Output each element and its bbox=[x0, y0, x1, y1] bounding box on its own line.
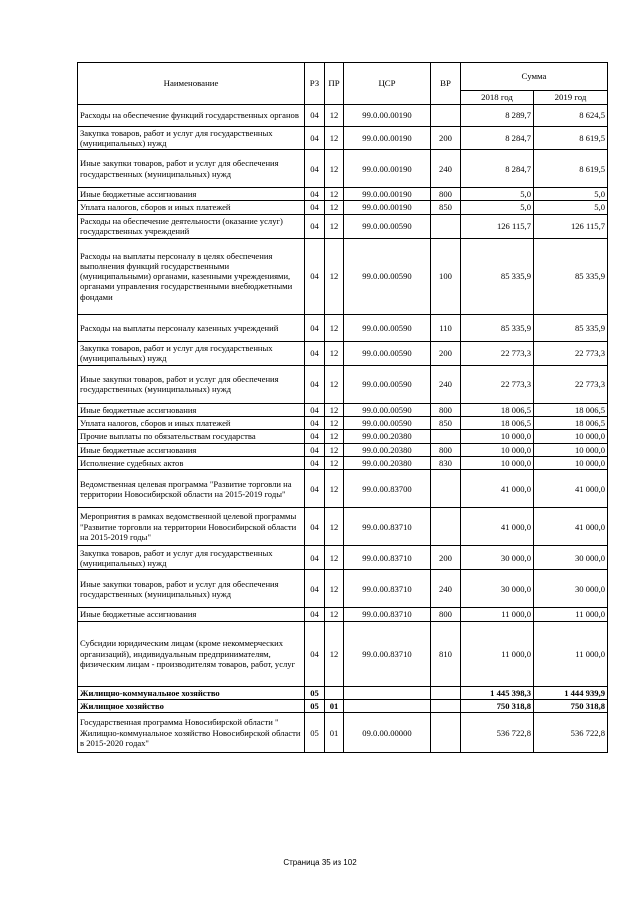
cell-vr: 110 bbox=[431, 314, 461, 341]
cell-vr bbox=[431, 470, 461, 508]
cell-2019: 750 318,8 bbox=[534, 699, 608, 712]
cell-csr: 99.0.00.00590 bbox=[344, 314, 431, 341]
cell-vr: 850 bbox=[431, 201, 461, 214]
cell-name: Закупка товаров, работ и услуг для государственных (муниципальных) нужд bbox=[78, 341, 305, 365]
cell-2018: 8 289,7 bbox=[461, 104, 534, 126]
cell-2019: 10 000,0 bbox=[534, 430, 608, 443]
cell-csr: 09.0.00.00000 bbox=[344, 713, 431, 753]
table-row bbox=[78, 713, 608, 753]
header-year-2018: 2018 год bbox=[461, 91, 534, 105]
cell-2019: 10 000,0 bbox=[534, 457, 608, 470]
cell-vr bbox=[431, 508, 461, 546]
cell-2018: 126 115,7 bbox=[461, 214, 534, 238]
cell-name: Уплата налогов, сборов и иных платежей bbox=[78, 201, 305, 214]
cell-name: Расходы на обеспечение деятельности (оказание услуг) государственных учреждений bbox=[78, 214, 305, 238]
cell-pr: 12 bbox=[325, 150, 344, 188]
cell-rz: 04 bbox=[305, 546, 325, 570]
table-row bbox=[78, 403, 608, 416]
cell-name: Расходы на выплаты персоналу казенных учреждений bbox=[78, 314, 305, 341]
cell-2018: 30 000,0 bbox=[461, 570, 534, 608]
cell-csr: 99.0.00.00590 bbox=[344, 417, 431, 430]
cell-name: Иные закупки товаров, работ и услуг для обеспечения государственных (муниципальных) нужд bbox=[78, 570, 305, 608]
cell-csr: 99.0.00.83710 bbox=[344, 570, 431, 608]
cell-name: Государственная программа Новосибирской области " Жилищно-коммунальное хозяйство Новосибирской области в 2015-2020 годах" bbox=[78, 713, 305, 753]
cell-rz: 04 bbox=[305, 188, 325, 201]
cell-csr: 99.0.00.00590 bbox=[344, 238, 431, 314]
cell-pr: 12 bbox=[325, 104, 344, 126]
cell-csr: 99.0.00.00190 bbox=[344, 104, 431, 126]
cell-2018: 10 000,0 bbox=[461, 443, 534, 456]
cell-csr: 99.0.00.00190 bbox=[344, 201, 431, 214]
cell-vr: 810 bbox=[431, 621, 461, 686]
cell-rz: 04 bbox=[305, 104, 325, 126]
cell-pr: 12 bbox=[325, 188, 344, 201]
cell-pr: 12 bbox=[325, 201, 344, 214]
cell-vr: 240 bbox=[431, 150, 461, 188]
cell-rz: 05 bbox=[305, 686, 325, 699]
cell-csr: 99.0.00.00590 bbox=[344, 403, 431, 416]
cell-rz: 04 bbox=[305, 417, 325, 430]
cell-pr: 12 bbox=[325, 417, 344, 430]
cell-pr: 12 bbox=[325, 341, 344, 365]
cell-vr bbox=[431, 699, 461, 712]
cell-rz: 04 bbox=[305, 341, 325, 365]
cell-name: Субсидии юридическим лицам (кроме некоммерческих организаций), индивидуальным предпринимателям, физическим лицам - производителям товаров, работ, услуг bbox=[78, 621, 305, 686]
cell-csr: 99.0.00.00590 bbox=[344, 365, 431, 403]
cell-csr: 99.0.00.83710 bbox=[344, 546, 431, 570]
cell-csr: 99.0.00.00190 bbox=[344, 126, 431, 150]
cell-rz: 04 bbox=[305, 457, 325, 470]
cell-rz: 04 bbox=[305, 214, 325, 238]
cell-2019: 126 115,7 bbox=[534, 214, 608, 238]
cell-csr bbox=[344, 686, 431, 699]
table-row bbox=[78, 430, 608, 443]
cell-vr: 200 bbox=[431, 546, 461, 570]
cell-rz: 04 bbox=[305, 470, 325, 508]
cell-rz: 04 bbox=[305, 126, 325, 150]
cell-2019: 18 006,5 bbox=[534, 417, 608, 430]
cell-rz: 04 bbox=[305, 621, 325, 686]
table-row bbox=[78, 365, 608, 403]
cell-name: Расходы на выплаты персоналу в целях обеспечения выполнения функций государственными (муниципальными) органами, казенными учреждениями, органами управления государственными внебюджетными фондами bbox=[78, 238, 305, 314]
cell-name: Иные закупки товаров, работ и услуг для обеспечения государственных (муниципальных) нужд bbox=[78, 365, 305, 403]
cell-2018: 18 006,5 bbox=[461, 403, 534, 416]
cell-2018: 750 318,8 bbox=[461, 699, 534, 712]
cell-pr bbox=[325, 686, 344, 699]
header-sum: Сумма bbox=[461, 63, 608, 91]
cell-2018: 85 335,9 bbox=[461, 314, 534, 341]
table-row bbox=[78, 314, 608, 341]
cell-rz: 05 bbox=[305, 713, 325, 753]
cell-2018: 41 000,0 bbox=[461, 508, 534, 546]
cell-name: Иные бюджетные ассигнования bbox=[78, 443, 305, 456]
cell-2019: 18 006,5 bbox=[534, 403, 608, 416]
table-row bbox=[78, 686, 608, 699]
table-row bbox=[78, 546, 608, 570]
cell-rz: 04 bbox=[305, 365, 325, 403]
cell-name: Иные бюджетные ассигнования bbox=[78, 403, 305, 416]
header-year-2019: 2019 год bbox=[534, 91, 608, 105]
cell-2018: 41 000,0 bbox=[461, 470, 534, 508]
cell-vr bbox=[431, 686, 461, 699]
cell-name: Мероприятия в рамках ведомственной целевой программы "Развитие торговли на территории Новосибирской области на 2015-2019 годы" bbox=[78, 508, 305, 546]
cell-vr bbox=[431, 713, 461, 753]
cell-2019: 30 000,0 bbox=[534, 546, 608, 570]
cell-name: Уплата налогов, сборов и иных платежей bbox=[78, 417, 305, 430]
table-row bbox=[78, 570, 608, 608]
cell-csr: 99.0.00.20380 bbox=[344, 430, 431, 443]
cell-2018: 11 000,0 bbox=[461, 608, 534, 621]
cell-2019: 11 000,0 bbox=[534, 621, 608, 686]
cell-name: Иные закупки товаров, работ и услуг для обеспечения государственных (муниципальных) нужд bbox=[78, 150, 305, 188]
header-vr: ВР bbox=[431, 63, 461, 105]
header-rz: РЗ bbox=[305, 63, 325, 105]
cell-pr: 12 bbox=[325, 508, 344, 546]
cell-name: Расходы на обеспечение функций государственных органов bbox=[78, 104, 305, 126]
cell-csr: 99.0.00.20380 bbox=[344, 443, 431, 456]
cell-2018: 536 722,8 bbox=[461, 713, 534, 753]
cell-csr: 99.0.00.00590 bbox=[344, 341, 431, 365]
cell-2019: 41 000,0 bbox=[534, 470, 608, 508]
cell-2018: 5,0 bbox=[461, 201, 534, 214]
cell-2019: 1 444 939,9 bbox=[534, 686, 608, 699]
cell-vr: 830 bbox=[431, 457, 461, 470]
cell-vr bbox=[431, 430, 461, 443]
cell-pr: 12 bbox=[325, 621, 344, 686]
cell-rz: 04 bbox=[305, 238, 325, 314]
cell-2019: 8 619,5 bbox=[534, 126, 608, 150]
cell-pr: 12 bbox=[325, 546, 344, 570]
page-footer: Страница 35 из 102 bbox=[283, 858, 357, 867]
cell-csr bbox=[344, 699, 431, 712]
table-row bbox=[78, 621, 608, 686]
cell-pr: 01 bbox=[325, 699, 344, 712]
cell-2019: 5,0 bbox=[534, 201, 608, 214]
cell-pr: 12 bbox=[325, 570, 344, 608]
cell-csr: 99.0.00.83700 bbox=[344, 470, 431, 508]
cell-pr: 12 bbox=[325, 470, 344, 508]
cell-name: Закупка товаров, работ и услуг для государственных (муниципальных) нужд bbox=[78, 546, 305, 570]
cell-2019: 8 619,5 bbox=[534, 150, 608, 188]
cell-vr: 200 bbox=[431, 126, 461, 150]
cell-pr: 12 bbox=[325, 457, 344, 470]
table-row bbox=[78, 150, 608, 188]
cell-rz: 04 bbox=[305, 314, 325, 341]
cell-2019: 22 773,3 bbox=[534, 365, 608, 403]
cell-2018: 22 773,3 bbox=[461, 365, 534, 403]
cell-2019: 30 000,0 bbox=[534, 570, 608, 608]
cell-name: Жилищное хозяйство bbox=[78, 699, 305, 712]
cell-2018: 10 000,0 bbox=[461, 430, 534, 443]
table-row bbox=[78, 508, 608, 546]
table-row bbox=[78, 699, 608, 712]
cell-name: Закупка товаров, работ и услуг для государственных (муниципальных) нужд bbox=[78, 126, 305, 150]
table-row bbox=[78, 470, 608, 508]
cell-vr: 200 bbox=[431, 341, 461, 365]
table-row bbox=[78, 457, 608, 470]
cell-2018: 22 773,3 bbox=[461, 341, 534, 365]
cell-vr bbox=[431, 214, 461, 238]
cell-vr bbox=[431, 104, 461, 126]
cell-vr: 100 bbox=[431, 238, 461, 314]
cell-name: Жилищно-коммунальное хозяйство bbox=[78, 686, 305, 699]
cell-2019: 41 000,0 bbox=[534, 508, 608, 546]
cell-pr: 12 bbox=[325, 365, 344, 403]
cell-rz: 04 bbox=[305, 570, 325, 608]
cell-pr: 12 bbox=[325, 238, 344, 314]
cell-2019: 22 773,3 bbox=[534, 341, 608, 365]
cell-2018: 5,0 bbox=[461, 188, 534, 201]
cell-2019: 10 000,0 bbox=[534, 443, 608, 456]
cell-2019: 85 335,9 bbox=[534, 314, 608, 341]
cell-vr: 240 bbox=[431, 570, 461, 608]
table-row bbox=[78, 104, 608, 126]
table-row bbox=[78, 188, 608, 201]
cell-2019: 536 722,8 bbox=[534, 713, 608, 753]
cell-vr: 240 bbox=[431, 365, 461, 403]
cell-pr: 12 bbox=[325, 430, 344, 443]
cell-2019: 85 335,9 bbox=[534, 238, 608, 314]
cell-csr: 99.0.00.00590 bbox=[344, 214, 431, 238]
cell-csr: 99.0.00.83710 bbox=[344, 621, 431, 686]
cell-vr: 800 bbox=[431, 188, 461, 201]
cell-2018: 18 006,5 bbox=[461, 417, 534, 430]
cell-pr: 12 bbox=[325, 403, 344, 416]
table-row bbox=[78, 341, 608, 365]
cell-2019: 5,0 bbox=[534, 188, 608, 201]
cell-rz: 04 bbox=[305, 508, 325, 546]
cell-rz: 04 bbox=[305, 608, 325, 621]
cell-vr: 850 bbox=[431, 417, 461, 430]
header-name: Наименование bbox=[78, 63, 305, 105]
cell-csr: 99.0.00.20380 bbox=[344, 457, 431, 470]
cell-pr: 12 bbox=[325, 314, 344, 341]
cell-name: Исполнение судебных актов bbox=[78, 457, 305, 470]
header-pr: ПР bbox=[325, 63, 344, 105]
cell-rz: 04 bbox=[305, 443, 325, 456]
cell-pr: 12 bbox=[325, 443, 344, 456]
cell-2018: 11 000,0 bbox=[461, 621, 534, 686]
cell-pr: 01 bbox=[325, 713, 344, 753]
cell-csr: 99.0.00.83710 bbox=[344, 608, 431, 621]
cell-name: Прочие выплаты по обязательствам государства bbox=[78, 430, 305, 443]
header-csr: ЦСР bbox=[344, 63, 431, 105]
cell-rz: 04 bbox=[305, 201, 325, 214]
cell-csr: 99.0.00.83710 bbox=[344, 508, 431, 546]
cell-rz: 05 bbox=[305, 699, 325, 712]
table-row bbox=[78, 214, 608, 238]
table-row bbox=[78, 126, 608, 150]
cell-vr: 800 bbox=[431, 443, 461, 456]
cell-pr: 12 bbox=[325, 608, 344, 621]
cell-2018: 8 284,7 bbox=[461, 126, 534, 150]
cell-rz: 04 bbox=[305, 430, 325, 443]
cell-vr: 800 bbox=[431, 403, 461, 416]
cell-name: Иные бюджетные ассигнования bbox=[78, 188, 305, 201]
table-row bbox=[78, 238, 608, 314]
cell-name: Иные бюджетные ассигнования bbox=[78, 608, 305, 621]
cell-vr: 800 bbox=[431, 608, 461, 621]
cell-2018: 85 335,9 bbox=[461, 238, 534, 314]
cell-pr: 12 bbox=[325, 126, 344, 150]
cell-2018: 1 445 398,3 bbox=[461, 686, 534, 699]
cell-2019: 11 000,0 bbox=[534, 608, 608, 621]
cell-pr: 12 bbox=[325, 214, 344, 238]
cell-csr: 99.0.00.00190 bbox=[344, 188, 431, 201]
table-row bbox=[78, 443, 608, 456]
cell-2018: 30 000,0 bbox=[461, 546, 534, 570]
cell-2019: 8 624,5 bbox=[534, 104, 608, 126]
table-row bbox=[78, 201, 608, 214]
cell-rz: 04 bbox=[305, 403, 325, 416]
cell-rz: 04 bbox=[305, 150, 325, 188]
table-row bbox=[78, 608, 608, 621]
cell-2018: 8 284,7 bbox=[461, 150, 534, 188]
table-row bbox=[78, 417, 608, 430]
budget-table bbox=[77, 62, 608, 753]
cell-csr: 99.0.00.00190 bbox=[344, 150, 431, 188]
cell-2018: 10 000,0 bbox=[461, 457, 534, 470]
cell-name: Ведомственная целевая программа "Развитие торговли на территории Новосибирской области на 2015-2019 годы" bbox=[78, 470, 305, 508]
